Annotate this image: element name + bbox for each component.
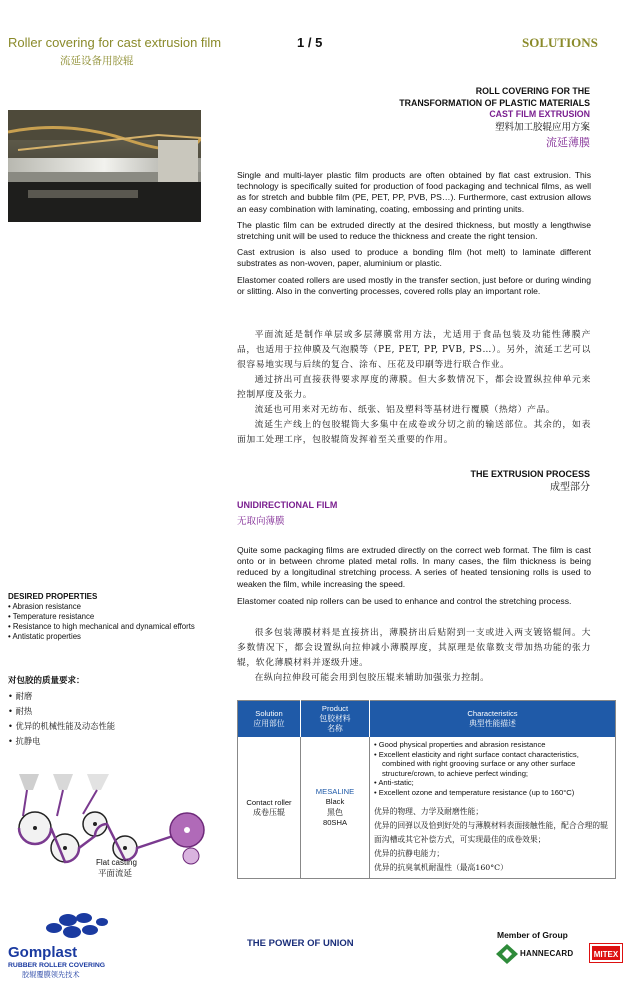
headline-cn2: 流延薄膜 <box>546 135 590 149</box>
diagram-label-en: Flat casting <box>96 858 137 867</box>
slogan: THE POWER OF UNION <box>247 938 354 949</box>
headline-cn1: 塑料加工胶辊应用方案 <box>494 121 590 133</box>
desired-item: • Resistance to high mechanical and dynamical efforts <box>8 622 195 631</box>
desired-item: • Temperature resistance <box>8 612 95 621</box>
desired-item: • Antistatic properties <box>8 632 81 641</box>
intro-en-paragraph: Single and multi-layer plastic film products are often obtained by flat cast extrusion. This technology is specifically suited for production of food packaging and technical films, as well as for stretch and bubble film (PE, PET, PP, PVB, PS…). Furthermore, cast extrusion allows an easy combination with laminating, coating, embossing and printing units. <box>237 170 591 214</box>
intro-cn <box>237 328 591 448</box>
gomplast-logo <box>8 912 118 992</box>
unidirectional-en <box>237 545 591 607</box>
desired-item-cn: • 耐磨 <box>8 691 33 701</box>
desired-item-cn: • 抗静电 <box>8 736 41 746</box>
char-cn: 优异的抗臭氧机耐温性（最高160°C） <box>374 863 508 872</box>
cell-solution: Contact roller 成卷压辊 <box>238 737 301 879</box>
product-name: MESALINE <box>315 786 355 796</box>
brand-name: Gomplast <box>8 944 78 961</box>
desired-title: DESIRED PROPERTIES <box>8 592 98 601</box>
cell-characteristics <box>370 737 616 879</box>
cell-product: MESALINE Black 黑色 80SHA <box>301 737 370 879</box>
desired-title-cn: 对包胶的质量要求： <box>8 676 85 686</box>
headline-sub: CAST FILM EXTRUSION <box>489 109 590 119</box>
header-characteristics: Characteristics 典型性能描述 <box>370 701 616 738</box>
brand-cn: 胶辊覆膜领先技术 <box>22 970 80 979</box>
desired-item-cn: • 耐热 <box>8 706 33 716</box>
intro-cn-paragraph: 流延生产线上的包胶辊筒大多集中在成卷或分切之前的输送部位。其余的，如表面加工处理工序，包胶辊筒发挥着至关重要的作用。 <box>237 420 591 445</box>
process-title-en: THE EXTRUSION PROCESS <box>470 469 590 479</box>
intro-cn-paragraph: 流延也可用来对无纺布、纸张、铝及塑料等基材进行覆膜（热熔）产品。 <box>254 405 556 415</box>
desired-item: • Abrasion resistance <box>8 602 81 611</box>
char-en: • Good physical properties and abrasion resistance <box>374 740 546 749</box>
mitex-logo: MITEX <box>590 944 622 962</box>
char-en: • Excellent ozone and temperature resistance (up to 160°C) <box>374 787 575 797</box>
unidirectional-cn-paragraph: 很多包装薄膜材料是直接挤出，薄膜挤出后贴附到一支或进入两支镀铬辊间。大多数情况下，都会设置纵向拉伸减小薄膜厚度，其原理是依靠数支带加热功能的张力辊，软化薄膜材料并逐级升速。 <box>237 628 591 668</box>
unidirectional-title-en: UNIDIRECTIONAL FILM <box>237 500 338 510</box>
desired-properties <box>8 592 223 642</box>
char-cn: 优异的物理、力学及耐磨性能； <box>374 807 484 816</box>
intro-en-paragraph: Cast extrusion is also used to produce a bonding film (hot melt) to laminate different substrates as non-woven, paper, aluminium or plastic. <box>237 247 591 269</box>
brand-sub: RUBBER ROLLER COVERING <box>8 962 106 969</box>
unidirectional-title-cn: 无取向薄膜 <box>237 516 285 527</box>
intro-en-paragraph: The plastic film can be extruded directly at the desired thickness, but mostly a lengthwise stretching unit will be used to reduce the thickness and create the right tension. <box>237 219 591 242</box>
char-cn: 优异的回弹以及恰到好处的与薄膜材料表面接触性能，配合合理的辊面沟槽或其它补偿方式，可实现最佳的成卷效果； <box>374 821 608 844</box>
solution-table <box>237 700 616 879</box>
headline-line1: ROLL COVERING FOR THE <box>475 86 590 96</box>
char-en: • Anti-static; <box>374 778 414 787</box>
unidirectional-cn <box>237 626 591 686</box>
intro-cn-paragraph: 通过挤出可直接获得要求厚度的薄膜。但大多数情况下，都会设置纵拉伸单元来控制厚度及张力。 <box>237 375 591 400</box>
header-solution: Solution 应用部位 <box>238 701 301 738</box>
intro-en <box>237 170 591 297</box>
gomplast-logo-icon <box>8 912 118 942</box>
page-number: 1 / 5 <box>297 35 323 50</box>
desired-properties-cn <box>8 674 223 749</box>
process-title-cn: 成型部分 <box>550 482 590 493</box>
unidirectional-en-paragraph: Elastomer coated nip rollers can be used to enhance and control the stretching process. <box>237 595 572 606</box>
machine-photo <box>8 110 201 222</box>
hannecard-logo <box>496 944 584 964</box>
char-cn: 优异的抗静电能力； <box>374 849 445 858</box>
unidirectional-cn-paragraph: 在纵向拉伸段可能会用到包胶压辊来辅助加强张力控制。 <box>254 673 490 683</box>
headline-line2: TRANSFORMATION OF PLASTIC MATERIALS <box>399 97 590 108</box>
process-heading <box>470 468 590 495</box>
table-header-row <box>238 701 616 738</box>
unidirectional-en-paragraph: Quite some packaging films are extruded directly on the correct web format. The film is cast onto or in between chrome plated metal rolls. In many cases, the film thickness is being reduced by a longitudinal stretching process. A series of heated tensioning rolls is used to weaken the film, while increasing the speed. <box>237 545 591 589</box>
char-en: • Excellent elasticity and right surface contact characteristics, combined with right grooving surface or any other surface structure/crown, to achieve perfect winding; <box>374 749 579 778</box>
intro-en-paragraph: Elastomer coated rollers are used mostly in the transfer section, just before or during winding or slitting. Also in the converting processes, covered rolls play an important role. <box>237 274 591 296</box>
desired-item-cn: • 优异的机械性能及动态性能 <box>8 721 116 731</box>
doc-title-cn: 流延设备用胶辊 <box>60 55 134 67</box>
table-row <box>238 737 616 879</box>
header-product: Product 包胶材料 名称 <box>301 701 370 738</box>
hannecard-logo-icon <box>496 944 518 964</box>
intro-cn-paragraph: 平面流延是制作单层或多层薄膜常用方法，尤适用于食品包装及功能性薄膜产品，也适用于拉伸膜及气泡膜等（PE, PET, PP, PVB, PS…）。另外，流延工艺可以很容易地实现与后续的复合、涂布、压花及印刷等进行联合作业。 <box>237 330 591 370</box>
diagram-label-cn: 平面流延 <box>98 869 133 879</box>
hannecard-name: HANNECARD <box>520 949 574 958</box>
member-of-group: Member of Group <box>497 930 568 940</box>
section-label: SOLUTIONS <box>522 35 598 50</box>
headline-block <box>270 86 590 151</box>
doc-title-en: Roller covering for cast extrusion film <box>8 35 222 50</box>
